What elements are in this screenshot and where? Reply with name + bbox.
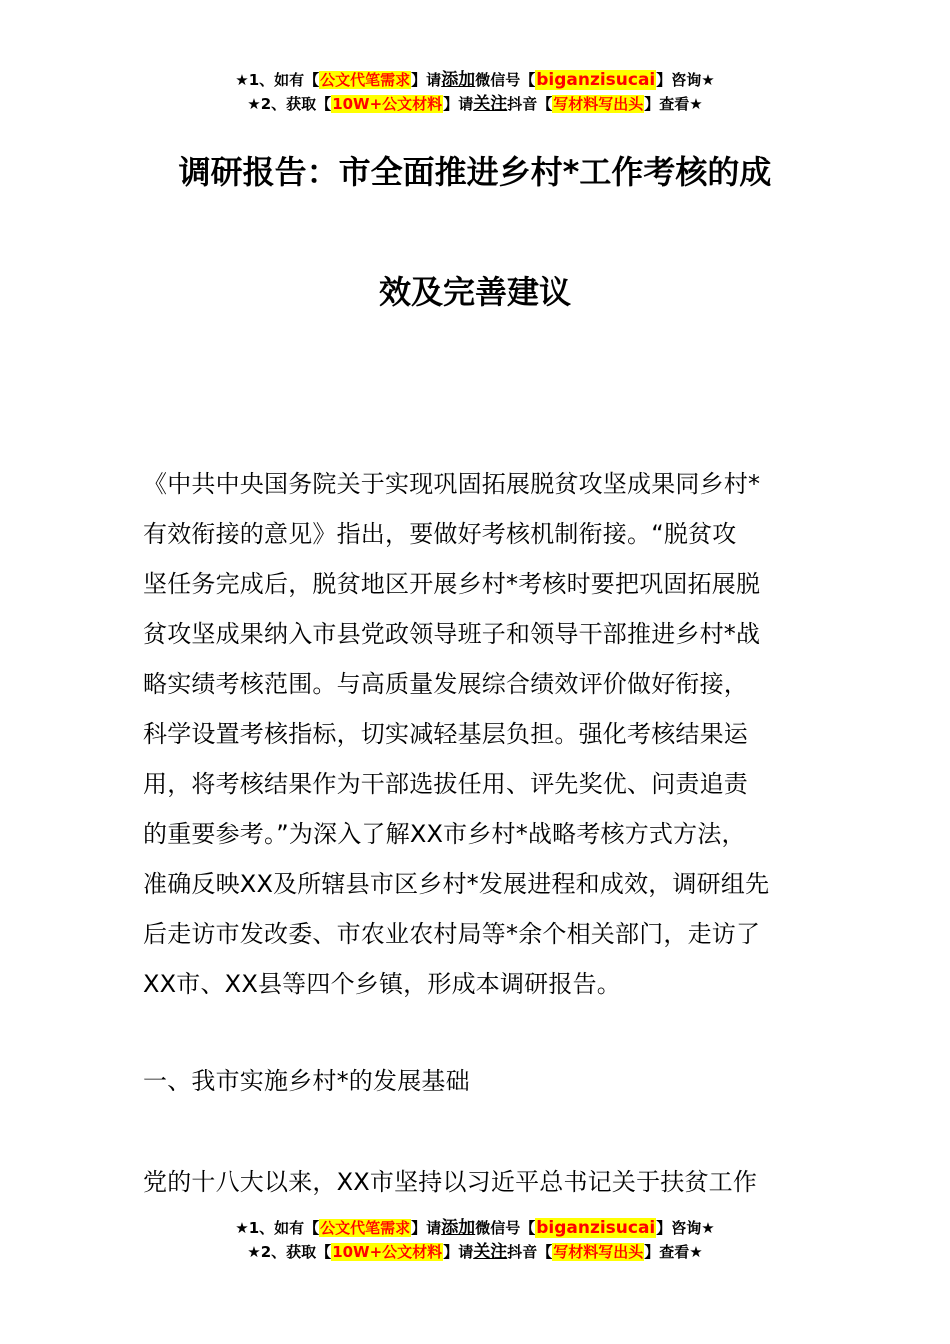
douyin-account: 写材料写出头 [553,1243,644,1261]
banner-line-1: ★1、如有【公文代笔需求】请添加微信号【biganzisucai】咨询★ [235,70,715,90]
paragraph-line: 有效衔接的意见》指出，要做好考核机制衔接。“脱贫攻 [143,520,737,548]
paragraph-line: 贫攻坚成果纳入市县党政领导班子和领导干部推进乡村*战 [143,620,761,648]
document-title-line-1: 调研报告：市全面推进乡村*工作考核的成 [178,153,772,191]
paragraph-line: 略实绩考核范围。与高质量发展综合绩效评价做好衔接， [143,670,748,698]
paragraph-line: 科学设置考核指标，切实减轻基层负担。强化考核结果运 [143,720,748,748]
paragraph-line: XX市、XX县等四个乡镇，形成本调研报告。 [143,970,621,998]
banner-highlight: 公文代笔需求 [320,71,411,89]
paragraph-line: 坚任务完成后，脱贫地区开展乡村*考核时要把巩固拓展脱 [143,570,761,598]
banner-highlight: 10W+公文材料 [332,95,443,113]
paragraph-line: 准确反映XX及所辖县市区乡村*发展进程和成效，调研组先 [143,870,770,898]
wechat-id: biganzisucai [536,1218,656,1238]
banner-highlight: 公文代笔需求 [320,1219,411,1237]
paragraph-line: 后走访市发改委、市农业农村局等*余个相关部门，走访了 [143,920,761,948]
section-paragraph [143,1157,811,1207]
document-title-line-2: 效及完善建议 [378,273,571,311]
banner-line-1: ★1、如有【公文代笔需求】请添加微信号【biganzisucai】咨询★ [235,1218,715,1238]
paragraph-line: 党的十八大以来，XX市坚持以习近平总书记关于扶贫工作 [143,1168,758,1196]
bottom-banner [0,1216,950,1264]
banner-highlight: 10W+公文材料 [332,1243,443,1261]
section-heading: 一、我市实施乡村*的发展基础 [143,1067,470,1095]
paragraph-line: 的重要参考。”为深入了解XX市乡村*战略考核方式方法， [143,820,746,848]
top-banner [0,68,950,116]
intro-paragraph [143,459,811,1009]
banner-line-2: ★2、获取【10W+公文材料】请关注抖音【写材料写出头】查看★ [247,1242,703,1262]
douyin-account: 写材料写出头 [553,95,644,113]
paragraph-line: 用，将考核结果作为干部选拔任用、评先奖优、问责追责 [143,770,748,798]
banner-line-2: ★2、获取【10W+公文材料】请关注抖音【写材料写出头】查看★ [247,94,703,114]
paragraph-line: 《中共中央国务院关于实现巩固拓展脱贫攻坚成果同乡村* [143,470,761,498]
wechat-id: biganzisucai [536,70,656,90]
